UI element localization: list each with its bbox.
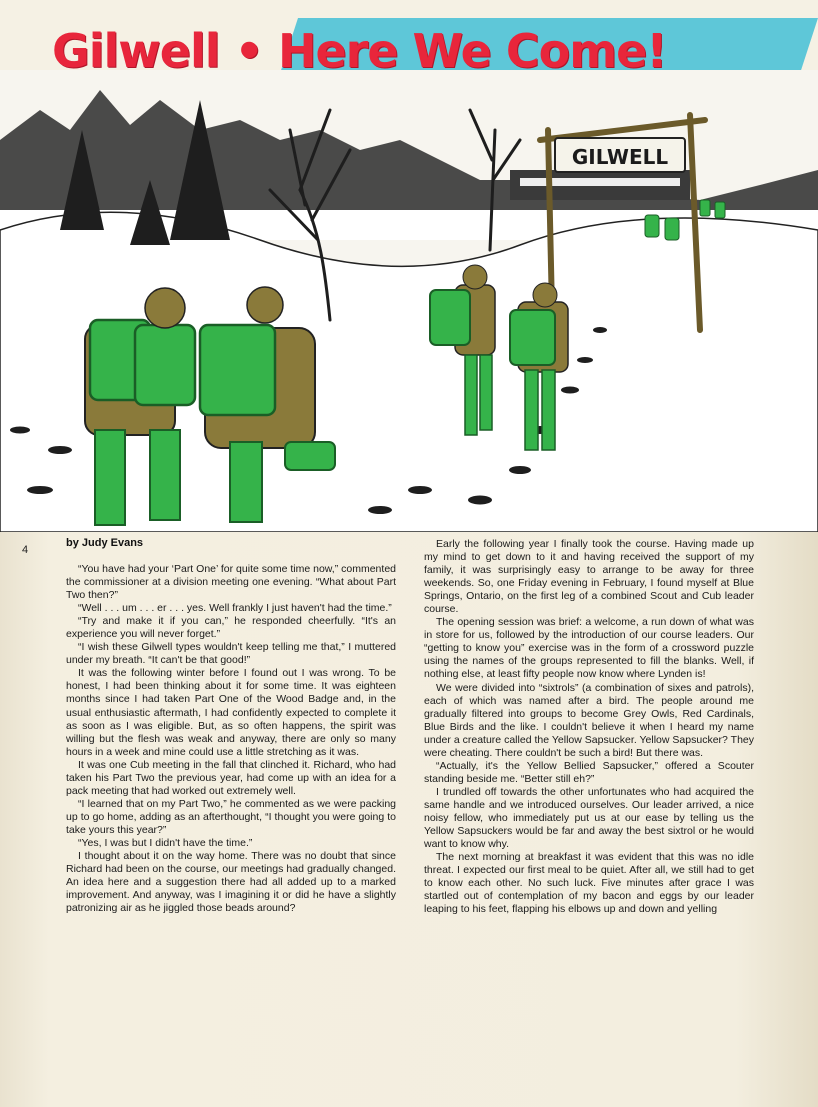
article-title: Gilwell • Here We Come!	[52, 24, 667, 78]
paragraph: “Well . . . um . . . er . . . yes. Well frankly I just haven't had the time.”	[78, 602, 392, 615]
article-column-right	[424, 538, 754, 916]
paragraph: “I learned that on my Part Two,” he commented as we were packing up to go home, adding as an afterthought, “I thought you were going to take yours this year?”	[66, 797, 396, 836]
paragraph: “Actually, it's the Yellow Bellied Sapsucker,” offered a Scouter standing beside me. “Better still eh?”	[424, 759, 754, 785]
page-number: 4	[22, 544, 29, 556]
gilwell-sign	[555, 138, 685, 172]
paragraph: “I wish these Gilwell types wouldn't keep telling me that,” I muttered under my breath. “It can't be that good!”	[66, 641, 396, 667]
byline: by Judy Evans	[66, 537, 144, 549]
paragraph: Early the following year I finally took the course. Having made up my mind to get down to it and having received the support of my family, it was surprisingly easy to arrange to be away for three weekends. So, one Friday evening in February, I found myself at Blue Springs, Ontario, on the first leg of a combined Scout and Cub leader course.	[424, 538, 754, 616]
paragraph: “Try and make it if you can,” he responded cheerfully. “It's an experience you will never forget.”	[66, 615, 396, 641]
paragraph: We were divided into “sixtrols” (a combination of sixes and patrols), each of which was named after a bird. The people around me gradually filtered into groups to become Grey Owls, Red Cardinals, Blue Birds and the like. I couldn't believe it when I heard my name under a creature called the Yellow Sapsucker. Yellow Sapsucker? They were cheating. There couldn't be such a bird! But there was.	[424, 681, 754, 759]
paragraph: “Yes, I was but I didn't have the time.”	[78, 836, 253, 849]
svg-text:GILWELL: GILWELL	[571, 145, 669, 169]
paragraph: I thought about it on the way home. There was no doubt that since Richard had been on the course, our meetings had gradually changed. An idea here and a suggestion there had all added up to a marked improvement. And anyway, was I imagining it or did he have a slightly patronizing air as he jiggled those beads around?	[66, 850, 396, 915]
paragraph: “You have had your ‘Part One’ for quite some time now,” commented the commissioner at a division meeting one evening. “What about Part Two then?”	[66, 563, 396, 602]
article-column-left	[66, 563, 396, 915]
paragraph: It was one Cub meeting in the fall that clinched it. Richard, who had taken his Part Two the previous year, had come up with an idea for a pack meeting that had worked out extremely well.	[66, 758, 396, 797]
paragraph: I trundled off towards the other unfortunates who had acquired the same handle and we introduced ourselves. Our leader arrived, a nice noisy fellow, who immediately put us at our ease by telling us the Yellow Sapsuckers would be far and away the best sixtrol or he would want to know why.	[424, 785, 754, 851]
paragraph: The next morning at breakfast it was evident that this was no idle threat. I expected our first meal to be quiet. After all, we still had to get to know each other. No such luck. Five minutes after grace I was startled out of contemplation of my bacon and eggs by our leader leaping to his feet, flapping his elbows up and down and yelling	[424, 851, 754, 916]
scouts-illustration	[0, 70, 818, 532]
paragraph: The opening session was brief: a welcome, a run down of what was in store for us, followed by the introduction of our course leaders. Our “getting to know you” exercise was in the form of a crossword puzzle using the names of the groups represented to fill the blanks. Well, if nothing else, at least fifty people now know where Lynden is!	[424, 616, 754, 681]
paragraph: It was the following winter before I found out I was wrong. To be honest, I had been thinking about it for some time. It was eighteen months since I had taken Part One of the Wood Badge and, in the usual enthusiastic aftermath, I had confidently expected to complete it as soon as I was eligible. But, as so often happens, the spirit was willing but the flesh was weak and anyway, there are only so many hours in a week and mine could use a little stretching as it was.	[66, 667, 396, 758]
